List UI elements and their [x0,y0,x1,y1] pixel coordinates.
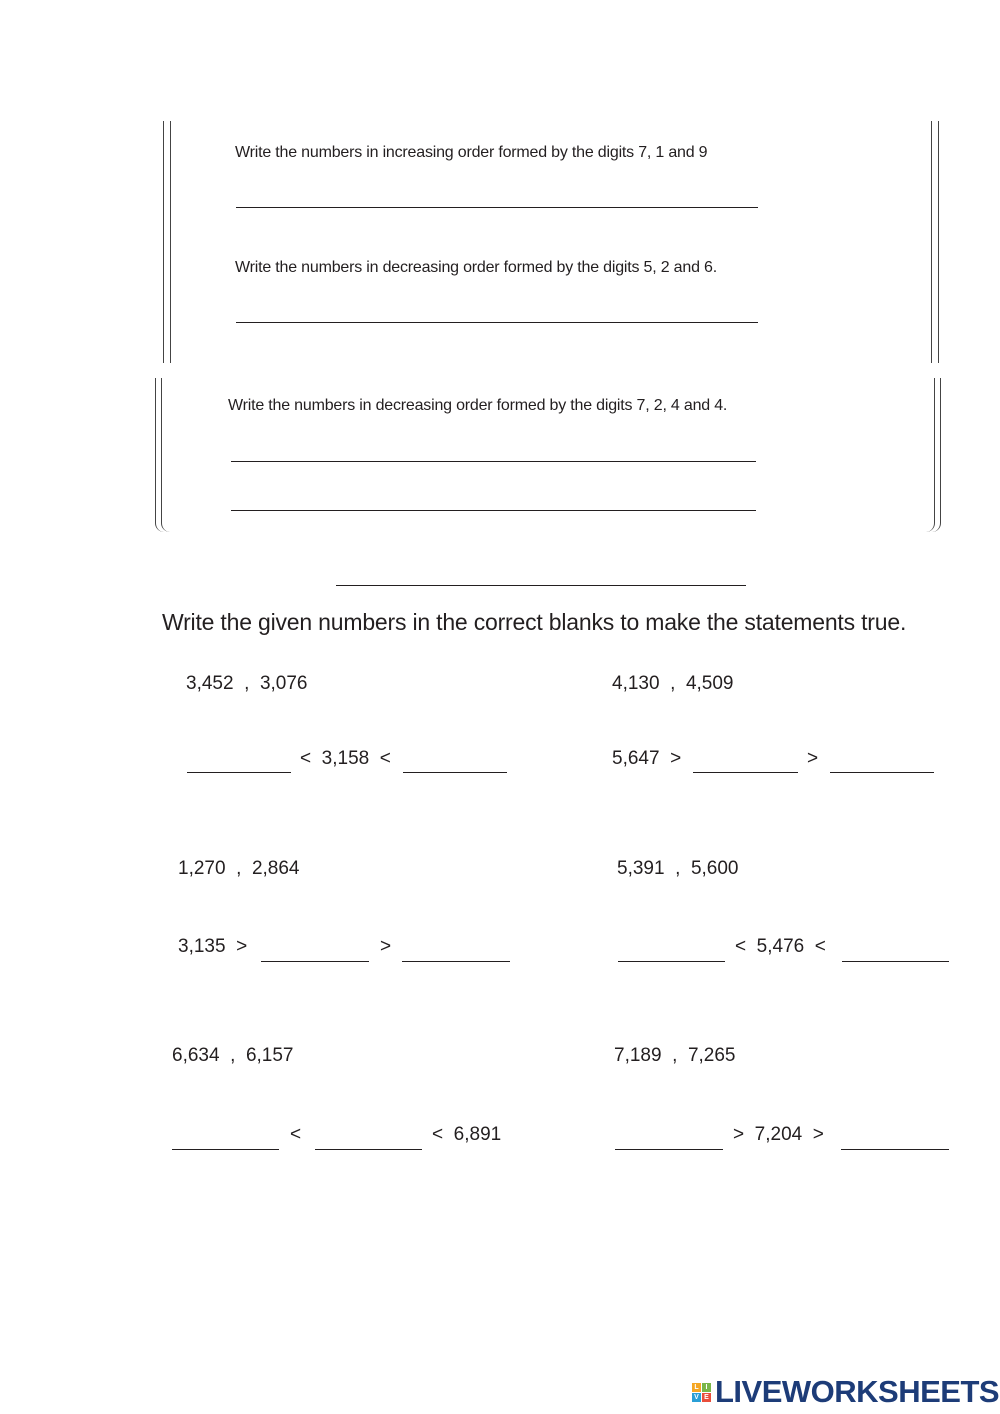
problem-6-middle: > 7,204 > [733,1124,824,1145]
problem-1-given: 3,452 , 3,076 [186,673,308,694]
problem-3-middle: > [380,936,392,957]
box2-right-border-outer [932,378,941,532]
problem-6-given: 7,189 , 7,265 [614,1045,736,1066]
box1-left-border-outer [163,121,164,363]
problem-2-blank-b[interactable] [830,772,934,773]
problem-1-blank-a[interactable] [187,772,291,773]
question-2: Write the numbers in decreasing order formed by the digits 5, 2 and 6. [235,259,717,276]
problem-4-blank-a[interactable] [618,961,725,962]
question-3: Write the numbers in decreasing order formed by the digits 7, 2, 4 and 4. [228,397,728,414]
problem-2-prefix: 5,647 > [612,748,682,769]
logo-mark-i: I [702,1383,711,1392]
answer-line-2[interactable] [236,322,758,323]
answer-line-3b[interactable] [231,510,756,511]
section2-heading: Write the given numbers in the correct blanks to make the statements true. [162,609,907,635]
logo-mark-e: E [702,1393,711,1402]
problem-4-blank-b[interactable] [842,961,949,962]
problem-3-prefix: 3,135 > [178,936,248,957]
answer-line-3a[interactable] [231,461,756,462]
box2-left-border-inner [161,378,170,532]
problem-4-given: 5,391 , 5,600 [617,858,739,879]
problem-2-given: 4,130 , 4,509 [612,673,734,694]
liveworksheets-logo-icon [692,1383,711,1402]
problem-1-middle: < 3,158 < [300,748,391,769]
problem-3-given: 1,270 , 2,864 [178,858,300,879]
problem-3-blank-a[interactable] [261,961,369,962]
logo-text: LIVEWORKSHEETS [715,1374,1000,1409]
section-divider [336,585,746,586]
problem-5-given: 6,634 , 6,157 [172,1045,294,1066]
logo-mark-l: L [692,1383,701,1392]
box1-right-border-outer [938,121,939,363]
problem-1-blank-b[interactable] [403,772,507,773]
question-1: Write the numbers in increasing order formed by the digits 7, 1 and 9 [235,144,708,161]
logo-mark-v: V [692,1393,701,1402]
problem-2-middle: > [807,748,819,769]
answer-line-1[interactable] [236,207,758,208]
problem-5-blank-a[interactable] [172,1149,279,1150]
problem-6-blank-a[interactable] [615,1149,723,1150]
box1-left-border-inner [170,121,171,363]
liveworksheets-logo [692,1374,999,1410]
problem-5-blank-b[interactable] [315,1149,422,1150]
problem-4-middle: < 5,476 < [735,936,826,957]
problem-2-blank-a[interactable] [693,772,798,773]
problem-3-blank-b[interactable] [402,961,510,962]
problem-5-suffix: < 6,891 [432,1124,502,1145]
problem-5-middle: < [290,1124,302,1145]
problem-6-blank-b[interactable] [841,1149,949,1150]
box1-right-border-inner [931,121,932,363]
